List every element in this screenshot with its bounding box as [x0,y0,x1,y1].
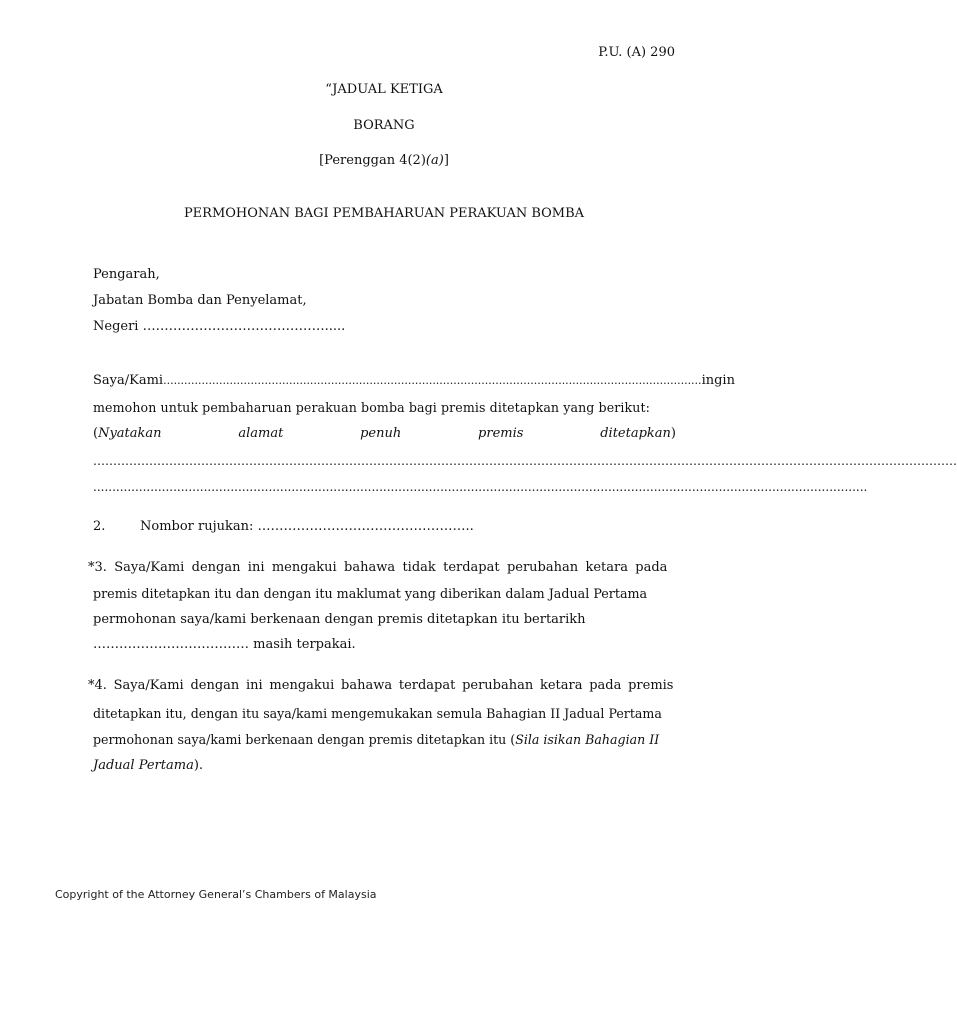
section4-line-3-normal: permohonan saya/kami berkenaan dengan premis ditetapkan itu ( [93,732,516,747]
address-blank-line-1: ……………………………………………………………………………………………………………………………………………………………………………………………… [93,454,957,468]
applicant-line [93,372,735,390]
close-paren: ) [670,426,676,441]
instruction-word-2: alamat [238,426,284,441]
instruction-word-3: penuh [360,426,402,441]
open-paren: ( [93,426,99,441]
applicant-ingin: ingin [701,373,735,388]
section4-line-2 [93,705,676,724]
section4-line-1 [88,677,676,695]
section3-line-2 [93,585,676,604]
section4-line-3-italic: Sila isikan Bahagian II [515,732,660,747]
section3-line-1-text: *3. Saya/Kami dengan ini mengakui bahawa tidak terdapat perubahan ketara pada [88,560,668,575]
section4-line-3 [93,731,659,750]
section4-line-4-normal: ). [193,758,204,773]
section3-line-2-text: premis ditetapkan itu dan dengan itu maklumat yang diberikan dalam Jadual Pertama [93,586,648,601]
addressee-line-1: Pengarah, [93,267,160,282]
paragraph-suffix: ] [443,153,449,168]
address-instruction [93,425,676,443]
paragraph-italic: (a) [425,153,444,168]
section1-line2-text: memohon untuk pembaharuan perakuan bomba bagi premis ditetapkan yang berikut: [93,400,650,415]
document-reference: P.U. (A) 290 [598,45,675,60]
schedule-heading: “JADUAL KETIGA [325,82,443,97]
addressee-line-3: Negeri ……………………………………..... [93,319,346,334]
copyright-footer: Copyright of the Attorney General’s Chambers of Malaysia [55,888,377,901]
paragraph-prefix: [Perenggan 4(2) [319,153,426,168]
document-title: PERMOHONAN BAGI PEMBAHARUAN PERAKUAN BOMBA [183,206,585,221]
instruction-word-5: ditetapkan [600,426,671,441]
address-blank-line-2: ........................................................................................................................................................................................................... [93,480,868,494]
form-heading: BORANG [353,118,415,133]
instruction-word-4: premis [478,426,524,441]
section3-line-4: ……………………………… masih terpakai. [93,637,356,652]
applicant-blank: .......................................................................................................................................................... [163,374,702,387]
addressee-line-2: Jabatan Bomba dan Penyelamat, [93,293,307,308]
section4-line-4 [93,757,203,775]
paragraph-reference [0,152,768,170]
reference-number-line: Nombor rujukan: ………………………………………….. [140,519,474,534]
section1-line2 [93,399,676,417]
applicant-label: Saya/Kami [93,373,164,388]
instruction-word-1: Nyatakan [98,426,162,441]
section2-number: 2. [93,519,106,534]
section4-line-2-text: ditetapkan itu, dengan itu saya/kami mengemukakan semula Bahagian II Jadual Pertama [93,706,662,721]
section3-line-1 [88,559,676,577]
section4-line-1-text: *4. Saya/Kami dengan ini mengakui bahawa terdapat perubahan ketara pada premis [88,678,674,693]
section3-line-3: permohonan saya/kami berkenaan dengan premis ditetapkan itu bertarikh [93,612,586,627]
section4-line-4-italic: Jadual Pertama [93,758,194,773]
